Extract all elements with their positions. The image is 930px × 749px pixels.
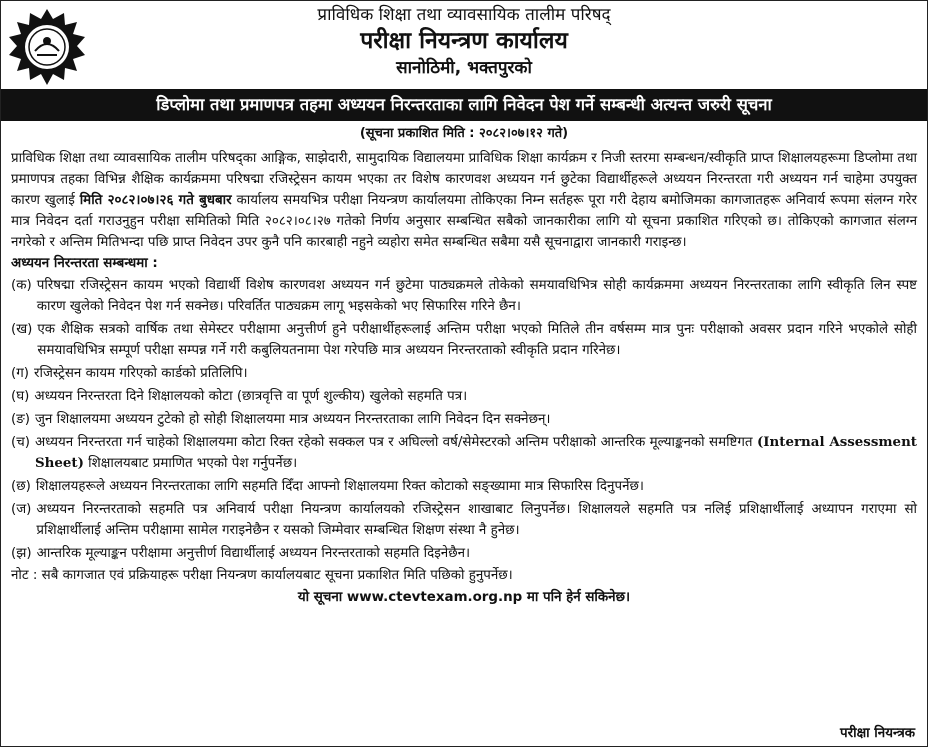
item-text: एक शैक्षिक सत्रको वार्षिक तथा सेमेस्टर परीक्षामा अनुत्तीर्ण हुने परीक्षार्थीहरूलाई अन्तिम परीक्षा भएको मितिले तीन वर्षसम्म मात्र पुनः परीक्षाको अवसर प्रदान गरिने भएकोले सोही समयावधिभित्र सम्पूर्ण परीक्षा सम्पन्न गर्ने गरी कबुलियतनामा पेश गरेपछि मात्र अध्ययन निरन्तरताको स्वीकृति प्रदान गरिनेछ। xyxy=(37,322,917,358)
publish-date: (सूचना प्रकाशित मिति : २०८२।०७।१२ गते) xyxy=(359,126,569,141)
notice-body xyxy=(11,148,917,609)
item-text: अध्ययन निरन्तरताको सहमति पत्र अनिवार्य परीक्षा नियन्त्रण कार्यालयको रजिस्ट्रेसन शाखाबाट लिनुपर्नेछ। शिक्षालयले सहमति पत्र नलिई प्रशिक्षार्थीलाई अध्यापन गराएमा सो प्रशिक्षार्थीलाई अन्तिम परीक्षामा सामेल गराइनेछैन र यसको जिम्मेवार सम्बन्धित शिक्षण संस्था नै हुनेछ। xyxy=(36,502,917,538)
item-text-a: अध्ययन निरन्तरता गर्न चाहेको शिक्षालयमा कोटा रिक्त रहेको सक्कल पत्र र अघिल्लो वर्ष/सेमेस्टरको अन्तिम परीक्षाको आन्तरिक मूल्याङ्कनको समष्टिगत xyxy=(34,435,757,450)
list-item xyxy=(11,275,917,317)
item-marker: (घ) xyxy=(11,389,30,404)
item-marker: (ङ) xyxy=(11,412,30,427)
list-item xyxy=(11,432,917,474)
deadline-date: मिति २०८२।०७।२६ गते बुधबार xyxy=(79,193,232,208)
item-text: आन्तरिक मूल्याङ्कन परीक्षामा अनुत्तीर्ण विद्यार्थीलाई अध्ययन निरन्तरताको सहमति दिइनेछैन। xyxy=(36,546,471,561)
item-text: शिक्षालयहरूले अध्ययन निरन्तरताका लागि सहमति दिँदा आफ्नो शिक्षालयमा रिक्त कोटाको सङ्ख्यामा मात्र सिफारिस दिनुपर्नेछ। xyxy=(35,479,644,494)
intro-paragraph xyxy=(11,148,917,253)
item-text-english: (Internal Assessment Sheet) xyxy=(34,434,917,471)
list-item xyxy=(11,476,917,497)
item-marker: (छ) xyxy=(11,479,31,494)
notice-title-banner: डिप्लोमा तथा प्रमाणपत्र तहमा अध्ययन निरन्तरताका लागि निवेदन पेश गर्ने सम्बन्धी अत्यन्त जरुरी सूचना xyxy=(1,89,927,121)
website-line: यो सूचना www.ctevtexam.org.np मा पनि हेर्न सकिनेछ। xyxy=(297,590,631,605)
office-location: सानोठिमी, भक्तपुरको xyxy=(396,58,532,78)
section-heading: अध्ययन निरन्तरता सम्बन्धमा : xyxy=(11,256,158,271)
list-item xyxy=(11,363,917,384)
item-marker: (ख) xyxy=(11,322,33,337)
item-marker: (च) xyxy=(11,435,30,450)
item-text-b: शिक्षालयबाट प्रमाणित भएको पेश गर्नुपर्नेछ। xyxy=(83,456,298,471)
intro-text-b: कार्यालय समयभित्र परीक्षा नियन्त्रण कार्यालयमा तोकिएका निम्न सर्तहरू पूरा गरी देहाय बमोजिमका कागजातहरू अनिवार्य रूपमा संलग्न गरेर मात्र निवेदन दर्ता गराउनुहुन परीक्षा समितिको मिति २०८२।०८।२७ गतेको निर्णय अनुसार सम्बन्धित सबैको जानकारीका लागि यो सूचना प्रकाशित गरिएको छ। तोकिएको कागजात संलग्न नगरेको र अन्तिम मितिभन्दा पछि प्राप्त निवेदन उपर कुनै पनि कारबाही नहुने व्यहोरा समेत सम्बन्धित सबैमा यसै सूचनाद्वारा जानकारी गराइन्छ। xyxy=(11,193,918,250)
list-item xyxy=(11,499,917,541)
list-item xyxy=(11,543,917,564)
office-name: परीक्षा नियन्त्रण कार्यालय xyxy=(360,28,568,54)
list-item xyxy=(11,319,917,361)
list-item xyxy=(11,409,917,430)
item-marker: (ग) xyxy=(11,366,29,381)
item-text: अध्ययन निरन्तरता दिने शिक्षालयको कोटा (छात्रवृत्ति वा पूर्ण शुल्कीय) खुलेको सहमति पत्र। xyxy=(34,389,468,404)
item-text: रजिस्ट्रेसन कायम गरिएको कार्डको प्रतिलिपि। xyxy=(34,366,248,381)
office-header xyxy=(1,3,927,80)
item-text: जुन शिक्षालयमा अध्ययन टुटेको हो सोही शिक्षालयमा मात्र अध्ययन निरन्तरताका लागि निवेदन दिन सक्नेछन्। xyxy=(34,412,551,427)
item-marker: (क) xyxy=(11,278,32,293)
intro-text-a: प्राविधिक शिक्षा तथा व्यावसायिक तालीम परिषद्का आङ्गिक, साझेदारी, सामुदायिक विद्यालयमा प्राविधिक शिक्षा कार्यक्रम र निजी स्तरमा सम्बन्धन/स्वीकृति प्राप्त शिक्षालयहरूमा डिप्लोमा तथा प्रमाणपत्र तहका विभिन्न शैक्षिक कार्यक्रममा परिषद्मा रजिस्ट्रेसन कायम भएका तर विशेष कारणवश अध्ययन गर्न छुटेका विद्यार्थीहरूले अध्ययन निरन्तरता गरी अध्ययन गर्न चाहेमा उपयुक्त कारण खुलाई xyxy=(11,151,917,208)
item-text xyxy=(35,432,917,474)
list-item xyxy=(11,386,917,407)
note-line: नोट : सबै कागजात एवं प्रक्रियाहरू परीक्षा नियन्त्रण कार्यालयबाट सूचना प्रकाशित मिति पछिको हुनुपर्नेछ। xyxy=(11,568,513,583)
item-marker: (ज) xyxy=(11,502,32,517)
signatory-title: परीक्षा नियन्त्रक xyxy=(840,726,915,741)
council-name: प्राविधिक शिक्षा तथा व्यावसायिक तालीम परिषद् xyxy=(317,5,611,25)
item-marker: (झ) xyxy=(11,546,32,561)
item-text: परिषद्मा रजिस्ट्रेसन कायम भएको विद्यार्थी विशेष कारणवश अध्ययन गर्न छुटेमा पाठ्यक्रमले तोकेको समयावधिभित्र सोही कार्यक्रममा अध्ययन निरन्तरताका लागि स्वीकृति लिन स्पष्ट कारण खुलेको निवेदन पेश गर्न सक्नेछ। परिवर्तित पाठ्यक्रम लागू भइसकेको भए सिफारिस गरिने छैन। xyxy=(36,278,917,314)
